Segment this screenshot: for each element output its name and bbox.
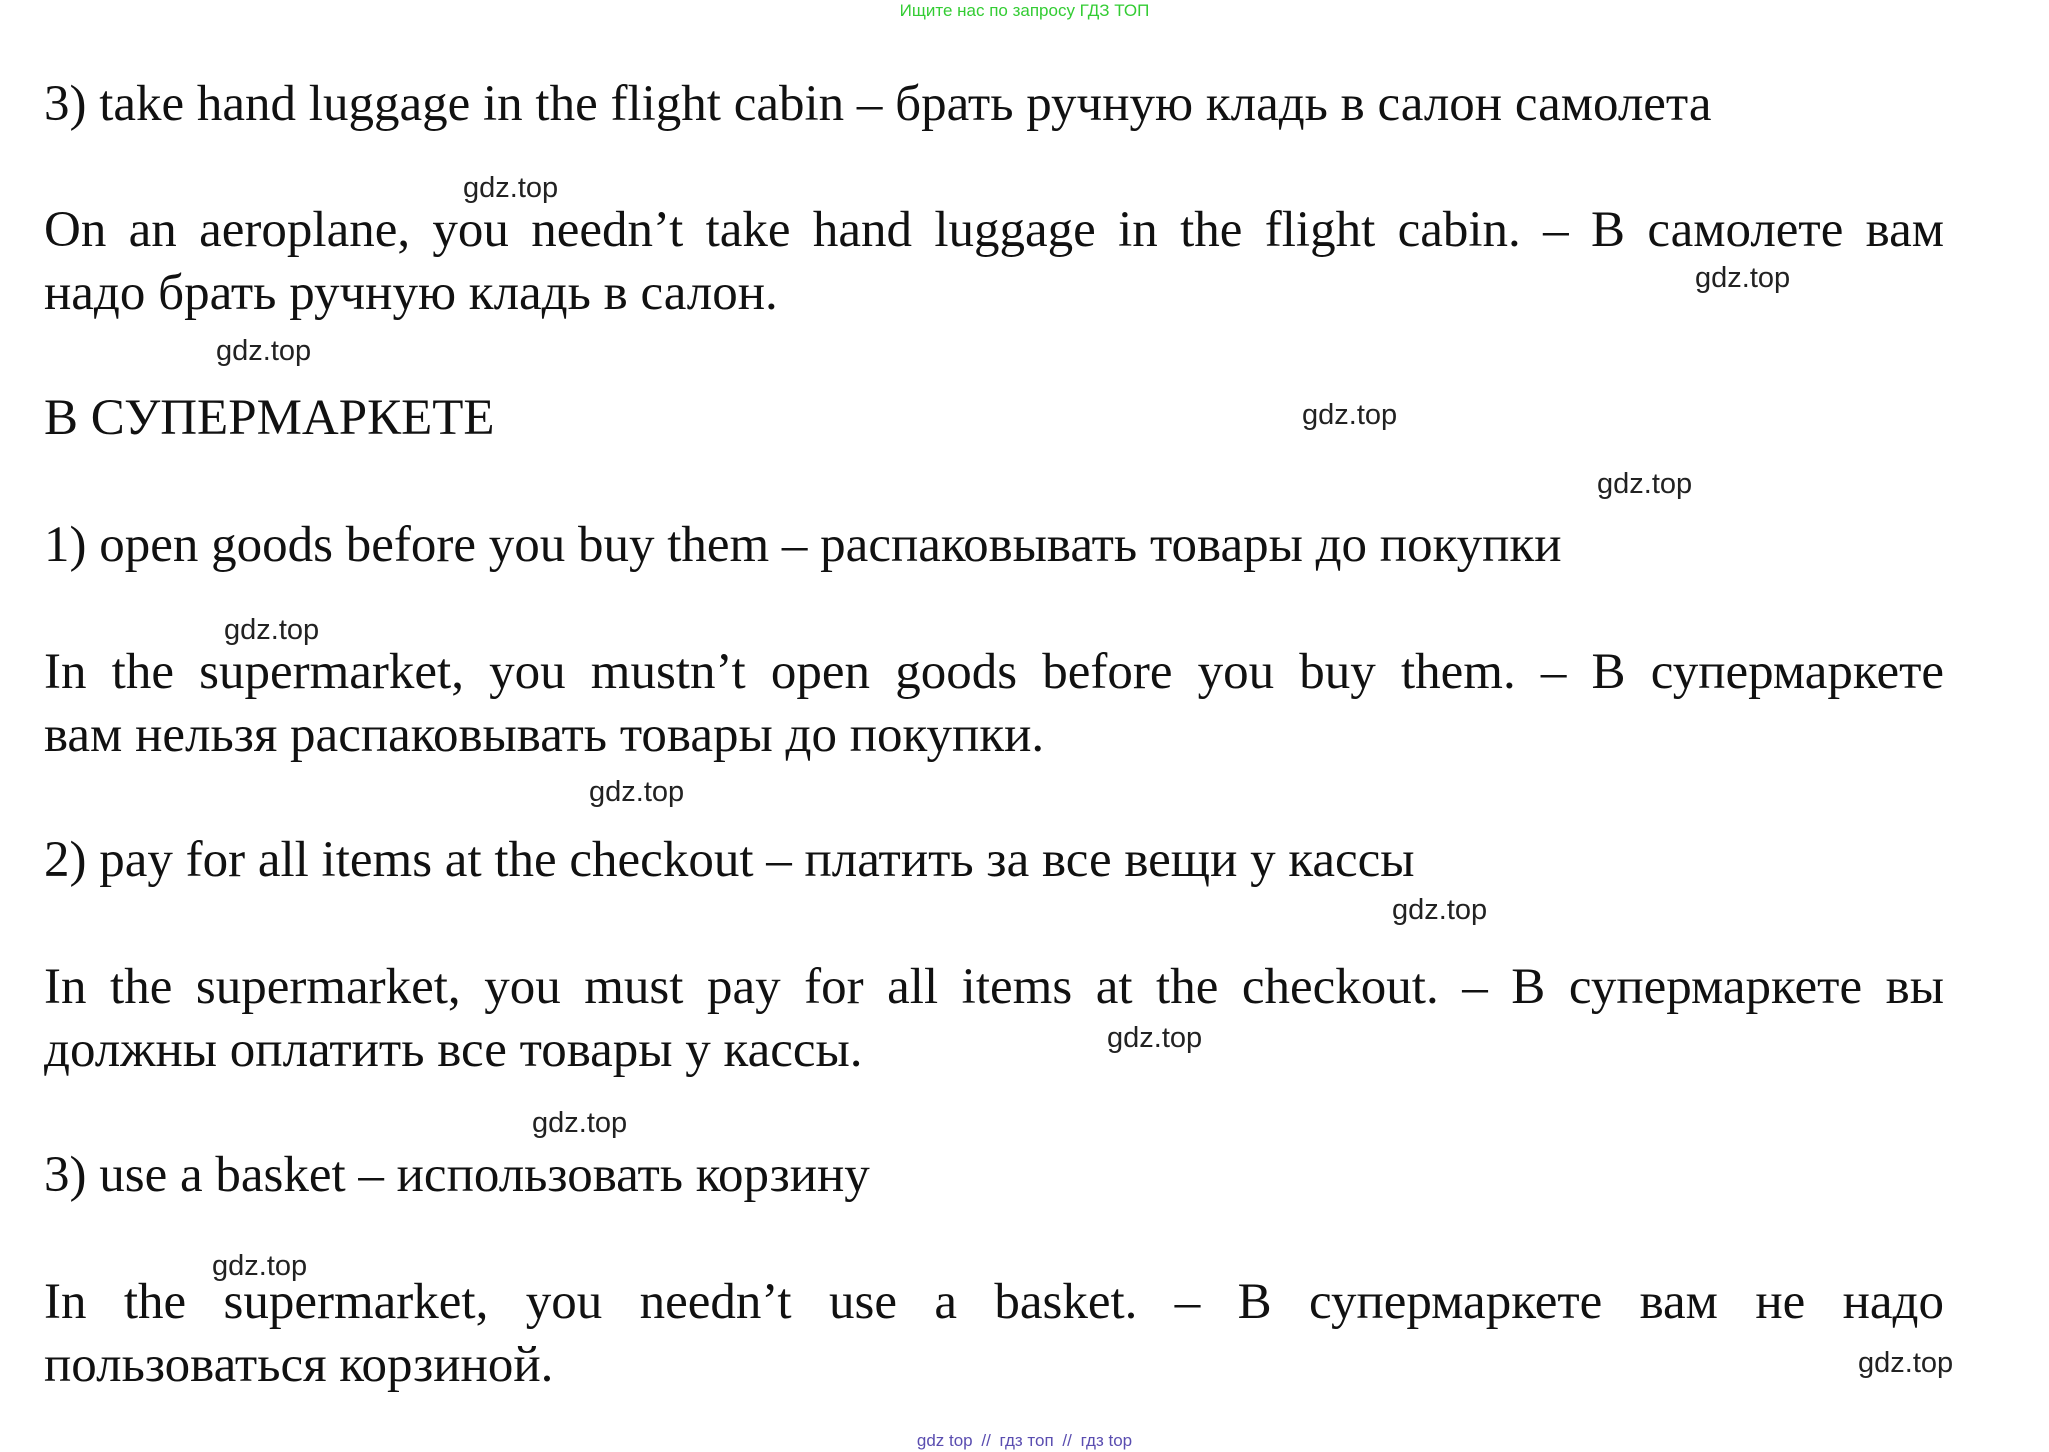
supermarket-example-1 (44, 641, 1944, 767)
supermarket-example-1-line-1: In the supermarket, you mustn’t open goods before you buy them. – В супермаркете (44, 644, 1944, 700)
footer-separator: // (981, 1431, 991, 1450)
airplane-item-3: 3) take hand luggage in the flight cabin – брать ручную кладь в салон самолета (44, 76, 1712, 132)
supermarket-item-3: 3) use a basket – использовать корзину (44, 1147, 870, 1203)
watermark: gdz.top (1858, 1347, 1954, 1379)
supermarket-example-2-line-2: должны оплатить все товары у кассы. (44, 1022, 863, 1078)
search-banner: Ищите нас по запросу ГДЗ ТОП (899, 1, 1150, 20)
watermark: gdz.top (1107, 1022, 1203, 1054)
watermark: gdz.top (1695, 262, 1791, 294)
airplane-example-3-line-1: On an aeroplane, you needn’t take hand luggage in the flight cabin. – В самолете вам (44, 202, 1944, 258)
supermarket-example-3-line-1: In the supermarket, you needn’t use a basket. – В супермаркете вам не надо (44, 1274, 1944, 1330)
supermarket-example-3 (44, 1271, 1944, 1397)
watermark: gdz.top (463, 172, 559, 204)
watermark: gdz.top (212, 1250, 308, 1282)
supermarket-example-1-line-2: вам нельзя распаковывать товары до покупки. (44, 707, 1045, 763)
watermark: gdz.top (216, 335, 312, 367)
watermark: gdz.top (1597, 468, 1693, 500)
watermark: gdz.top (224, 614, 320, 646)
footer-link-gdz-top-mixed[interactable]: гдз top (1080, 1431, 1133, 1450)
supermarket-example-3-line-2: пользоваться корзиной. (44, 1337, 554, 1393)
airplane-example-3 (44, 199, 1944, 325)
footer-link-gdz-top[interactable]: gdz top (916, 1431, 973, 1450)
supermarket-item-2: 2) pay for all items at the checkout – платить за все вещи у кассы (44, 832, 1415, 888)
watermark: gdz.top (589, 776, 685, 808)
footer-link-gdz-top-ru[interactable]: гдз топ (999, 1431, 1054, 1450)
watermark: gdz.top (1392, 894, 1488, 926)
watermark: gdz.top (532, 1107, 628, 1139)
supermarket-example-2-line-1: In the supermarket, you must pay for all items at the checkout. – В супермаркете вы (44, 959, 1944, 1015)
supermarket-heading: В СУПЕРМАРКЕТЕ (44, 390, 495, 446)
watermark: gdz.top (1302, 399, 1398, 431)
supermarket-item-1: 1) open goods before you buy them – распаковывать товары до покупки (44, 517, 1562, 573)
footer-links (0, 1430, 2049, 1452)
footer-separator: // (1062, 1431, 1072, 1450)
supermarket-example-2 (44, 956, 1944, 1082)
airplane-example-3-line-2: надо брать ручную кладь в салон. (44, 265, 778, 321)
